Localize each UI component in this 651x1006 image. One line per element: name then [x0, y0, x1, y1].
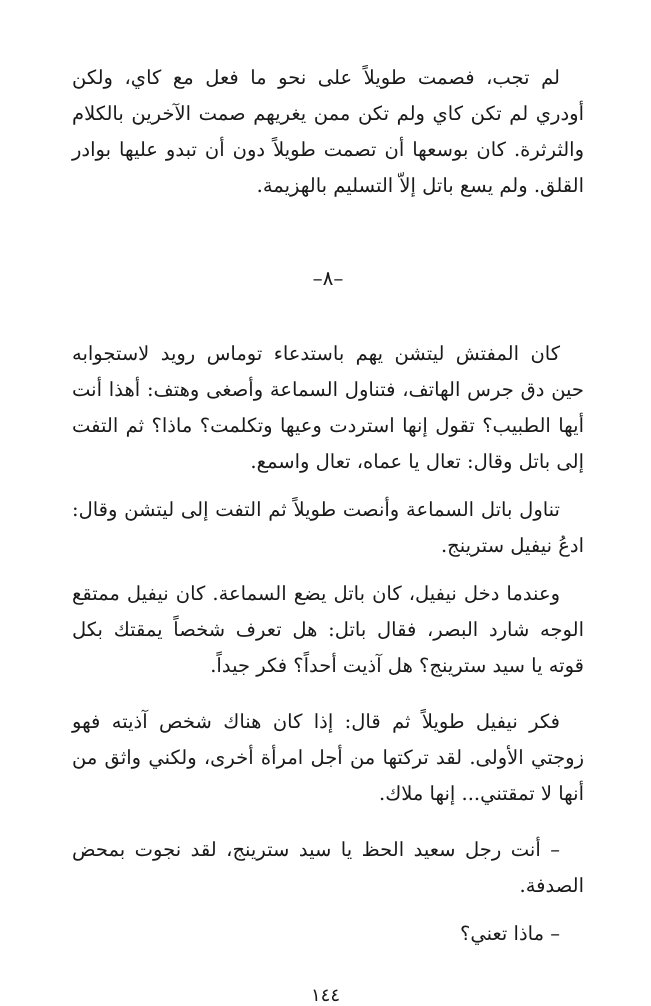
dialogue-line-2: – ماذا تعني؟ [460, 922, 560, 945]
dialogue-line-1: – أنت رجل سعيد الحظ يا سيد سترينج، لقد نجوت بمحض الصدفة. [72, 838, 584, 897]
paragraph-4: وعندما دخل نيفيل، كان باتل يضع السماعة. كان نيفيل ممتقع الوجه شارد البصر، فقال باتل: هل تعرف شخصاً يمقتك بكل قوته يا سيد سترينج؟ هل آذيت أحداً؟ فكر جيداً. [72, 582, 584, 677]
page-number: ١٤٤ [310, 985, 340, 1006]
section-number: –٨– [312, 266, 344, 290]
paragraph-1: لم تجب، فصمت طويلاً على نحو ما فعل مع كاي، ولكن أودري لم تكن كاي ولم تكن ممن يغريهم صمت الآخرين بالكلام والثرثرة. كان بوسعها أن تصمت طويلاً دون أن تبدو عليها بوادر القلق. ولم يسع باتل إلاّ التسليم بالهزيمة. [72, 66, 584, 197]
paragraph-2: كان المفتش ليتشن يهم باستدعاء توماس رويد لاستجوابه حين دق جرس الهاتف، فتناول السماعة وأصغى وهتف: أهذا أنت أيها الطبيب؟ تقول إنها استردت وعيها وتكلمت؟ ماذا؟ ثم التفت إلى باتل وقال: تعال يا عماه، تعال واسمع. [72, 342, 584, 473]
paragraph-5: فكر نيفيل طويلاً ثم قال: إذا كان هناك شخص آذيته فهو زوجتي الأولى. لقد تركتها من أجل امرأة أخرى، ولكني واثق من أنها لا تمقتني... إنها ملاك. [72, 710, 584, 805]
book-page [72, 60, 584, 952]
paragraph-3: تناول باتل السماعة وأنصت طويلاً ثم التفت إلى ليتشن وقال: ادعُ نيفيل سترينج. [72, 498, 584, 557]
